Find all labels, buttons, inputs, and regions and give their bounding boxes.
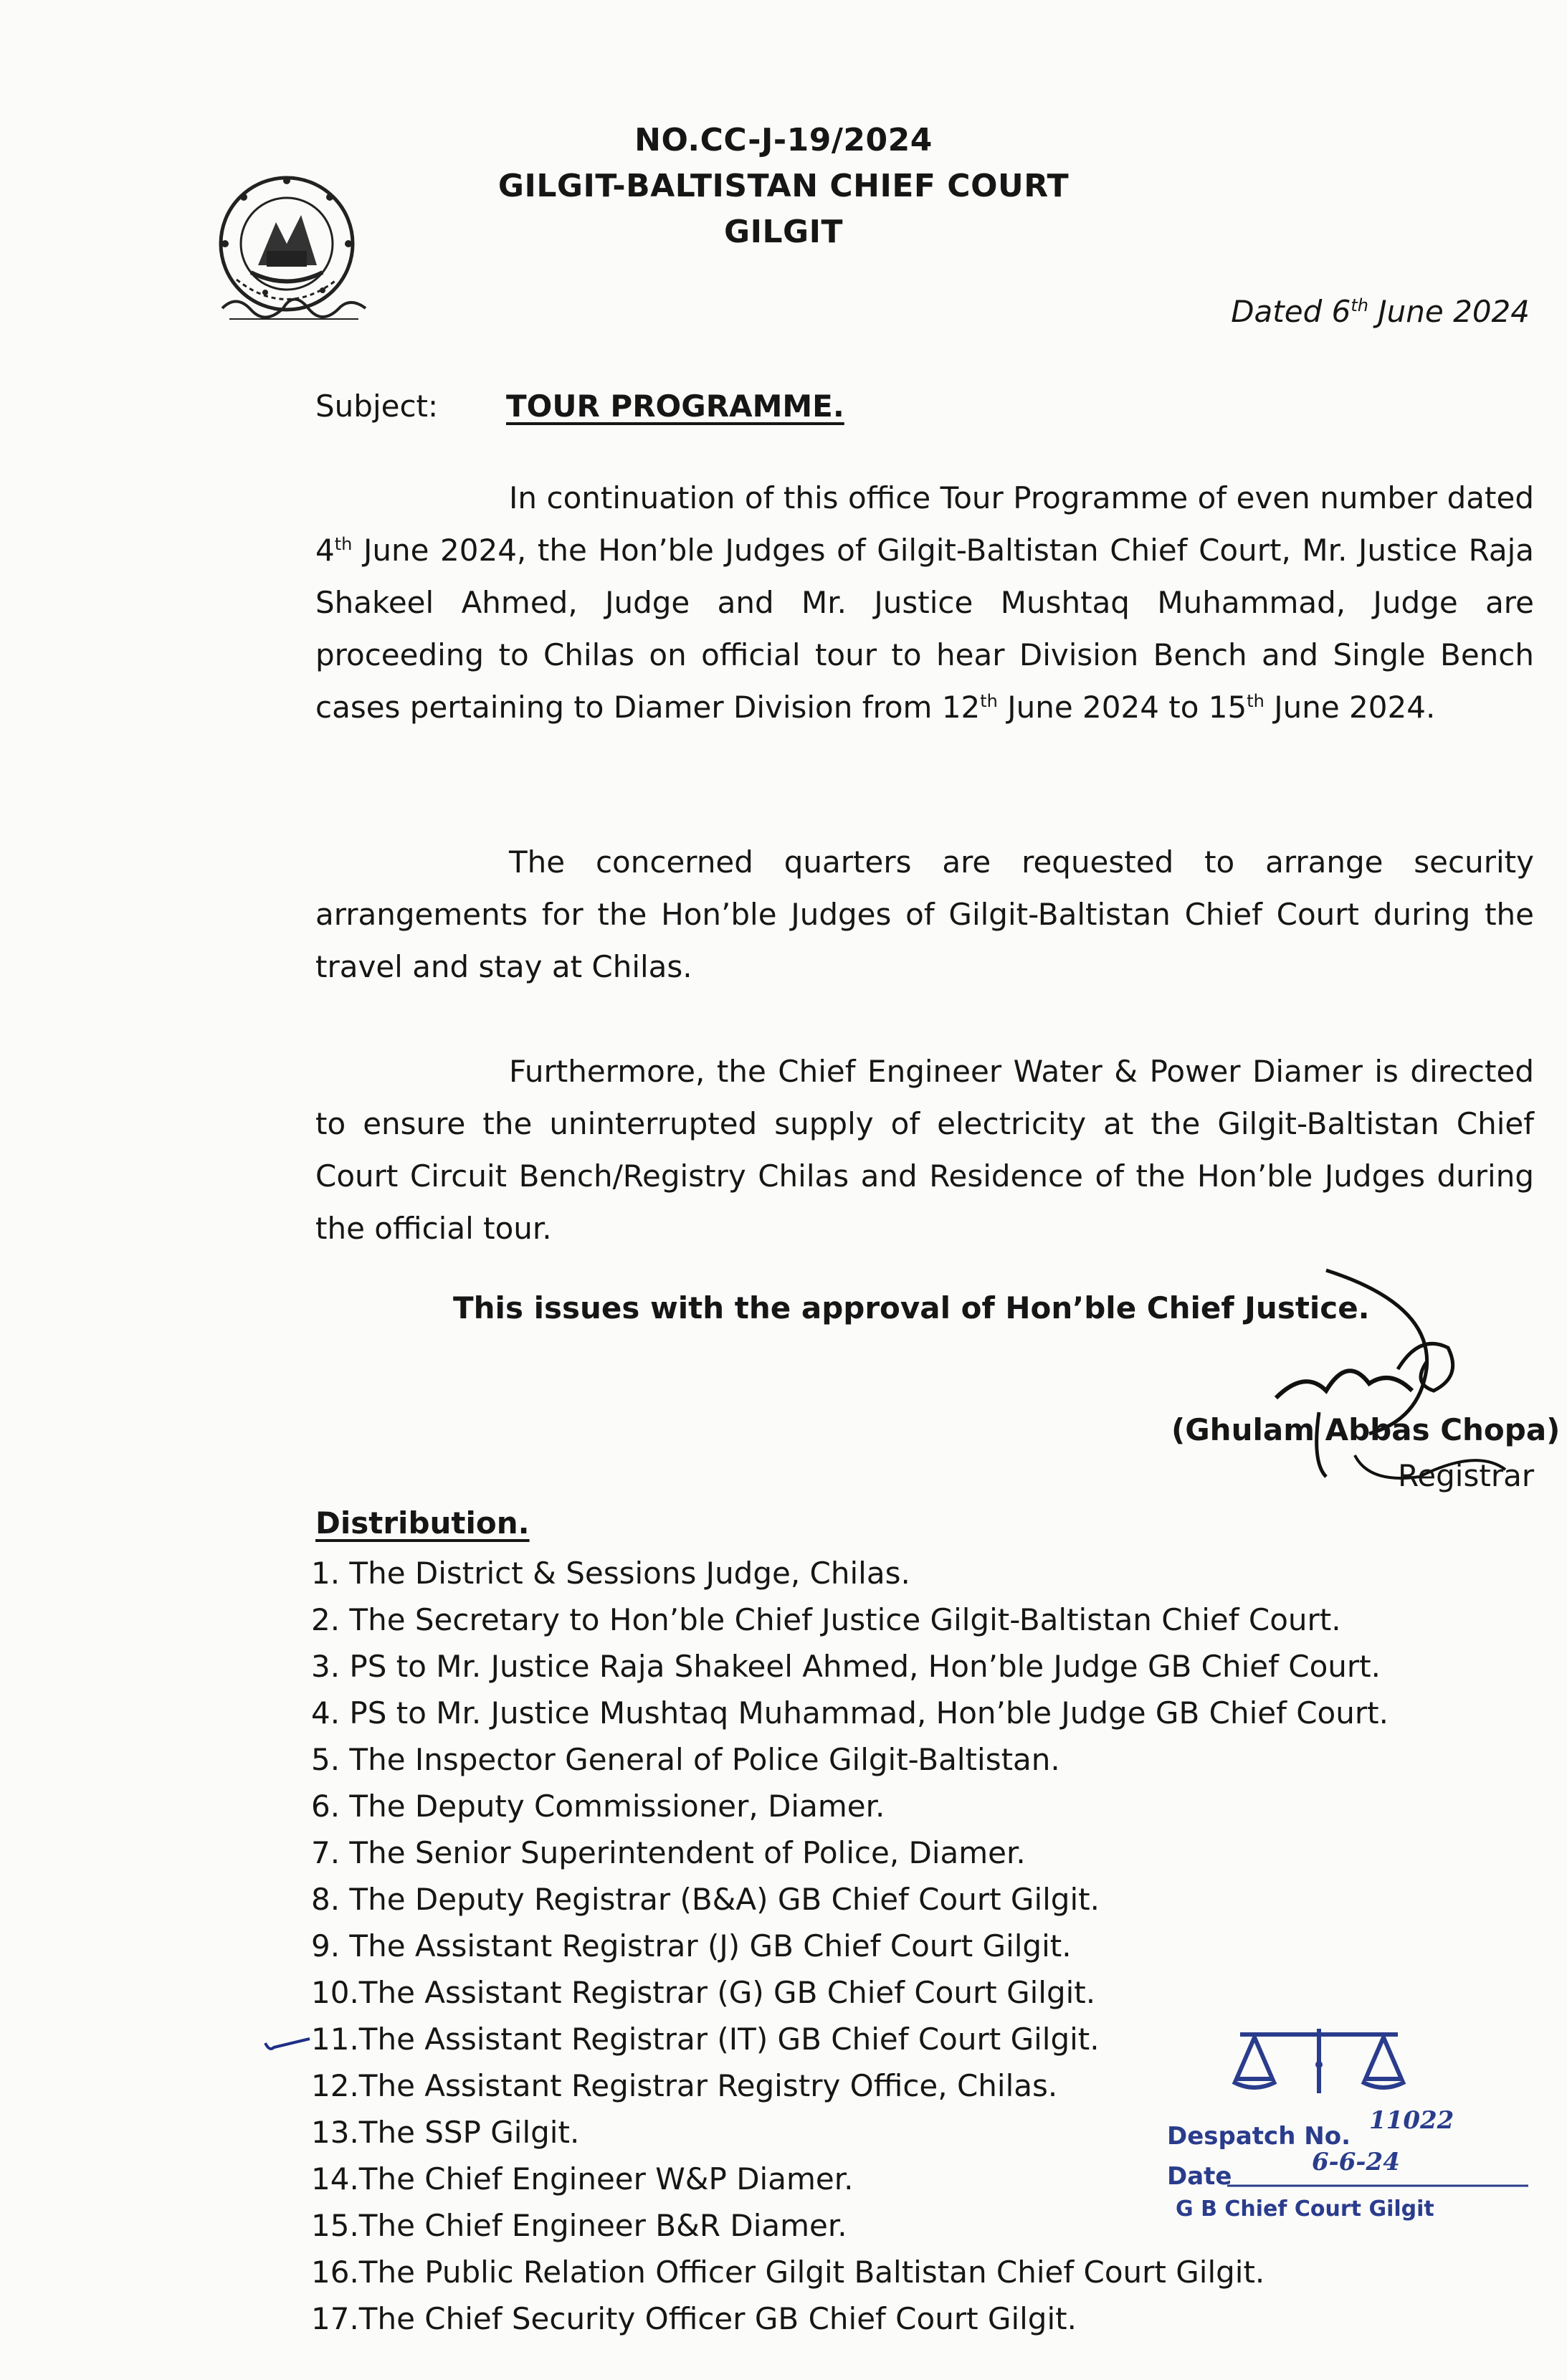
distribution-item: 6. The Deputy Commissioner, Diamer. [311, 1789, 885, 1824]
distribution-item: 13.The SSP Gilgit. [311, 2115, 580, 2150]
distribution-item: 15.The Chief Engineer B&R Diamer. [311, 2208, 847, 2243]
despatch-date-value: 6-6-24 [1312, 2148, 1400, 2176]
distribution-item: 16.The Public Relation Officer Gilgit Baltistan Chief Court Gilgit. [311, 2255, 1265, 2290]
despatch-stamp [1161, 2022, 1534, 2237]
court-name: GILGIT-BALTISTAN CHIEF COURT [497, 168, 1070, 204]
date-underline [1227, 2184, 1528, 2188]
paragraph-1: In continuation of this office Tour Programme of even number dated 4th June 2024, the Hon’ble Judges of Gilgit-Baltistan Chief Court, Mr. Justice Raja Shakeel Ahmed, Judge and Mr. Justice Mushtaq Muhammad, Judge are proceeding to Chilas on official tour to hear Division Bench and Single Bench cases pertaining to Diamer Division from 12th June 2024 to 15th June 2024. [315, 480, 1534, 725]
urdu-calligraphy-mark [215, 280, 373, 330]
signatory-title: Registrar [1398, 1458, 1535, 1493]
distribution-item: 14.The Chief Engineer W&P Diamer. [311, 2161, 854, 2196]
distribution-item: 1. The District & Sessions Judge, Chilas. [311, 1556, 910, 1591]
letter-number: NO.CC-J-19/2024 [634, 122, 933, 158]
distribution-item: 3. PS to Mr. Justice Raja Shakeel Ahmed, Hon’ble Judge GB Chief Court. [311, 1649, 1381, 1684]
distribution-item: 11.The Assistant Registrar (IT) GB Chief Court Gilgit. [311, 2022, 1100, 2057]
paragraph-2: The concerned quarters are requested to arrange security arrangements for the Hon’ble Judges of Gilgit-Baltistan Chief Court during the travel and stay at Chilas. [315, 844, 1534, 984]
distribution-item: 2. The Secretary to Hon’ble Chief Justice Gilgit-Baltistan Chief Court. [311, 1602, 1341, 1637]
paragraph-3: Furthermore, the Chief Engineer Water & Power Diamer is directed to ensure the uninterrupted supply of electricity at the Gilgit-Baltistan Chief Court Circuit Bench/Registry Chilas and Residence of the Hon’ble Judges during the official tour. [315, 1054, 1534, 1246]
distribution-item: 12.The Assistant Registrar Registry Office, Chilas. [311, 2068, 1058, 2103]
distribution-item: 5. The Inspector General of Police Gilgit-Baltistan. [311, 1742, 1060, 1777]
subject-label: Subject: [315, 389, 439, 424]
despatch-number-value: 11022 [1369, 2106, 1454, 2135]
distribution-heading: Distribution. [315, 1505, 530, 1541]
distribution-item: 8. The Deputy Registrar (B&A) GB Chief Court Gilgit. [311, 1882, 1100, 1917]
scales-of-justice-icon [1226, 2022, 1412, 2108]
letter-date: Dated 6th June 2024 [1231, 294, 1530, 329]
subject-title: TOUR PROGRAMME. [506, 389, 844, 424]
handwritten-tick-mark [262, 2027, 313, 2056]
distribution-item: 4. PS to Mr. Justice Mushtaq Muhammad, Hon’ble Judge GB Chief Court. [311, 1695, 1389, 1731]
distribution-item: 10.The Assistant Registrar (G) GB Chief Court Gilgit. [311, 1975, 1096, 2010]
court-city: GILGIT [723, 214, 844, 250]
distribution-item: 17.The Chief Security Officer GB Chief Court Gilgit. [311, 2301, 1077, 2336]
approval-line: This issues with the approval of Hon’ble Chief Justice. [453, 1290, 1370, 1325]
distribution-item: 9. The Assistant Registrar (J) GB Chief Court Gilgit. [311, 1928, 1072, 1964]
distribution-item: 7. The Senior Superintendent of Police, Diamer. [311, 1835, 1026, 1870]
stamp-office: G B Chief Court Gilgit [1176, 2196, 1434, 2222]
despatch-date-label: Date [1167, 2162, 1232, 2191]
despatch-number-label: Despatch No. [1167, 2122, 1351, 2151]
signatory-name: (Ghulam Abbas Chopa) [1171, 1412, 1561, 1447]
